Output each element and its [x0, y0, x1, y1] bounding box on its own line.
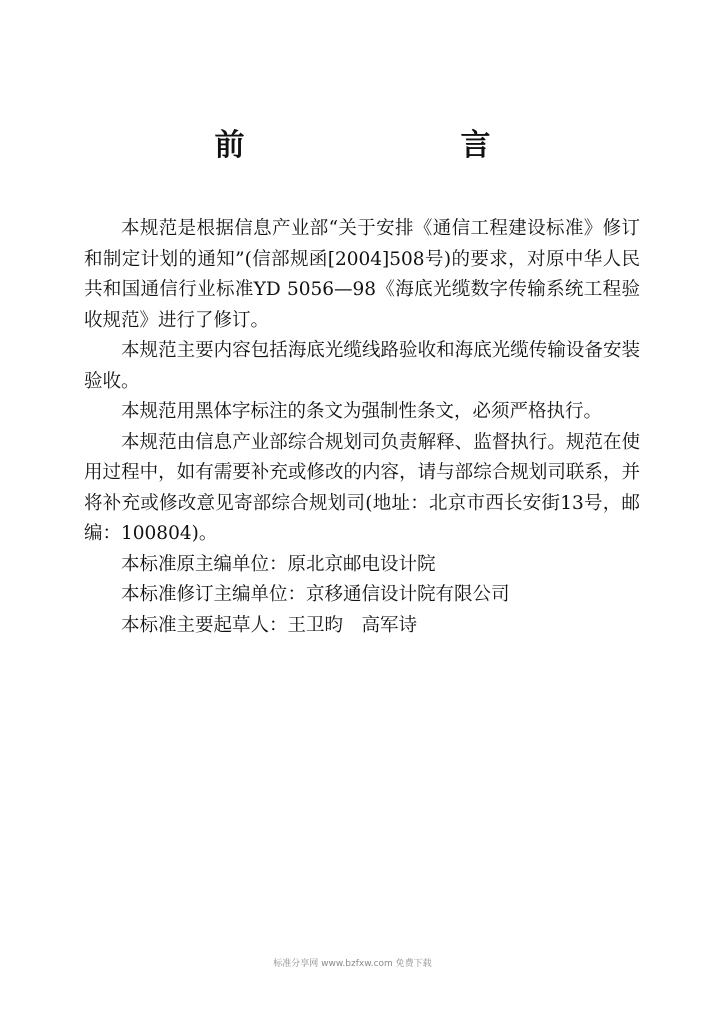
- paragraph-revision-basis: 本规范是根据信息产业部“关于安排《通信工程建设标准》修订和制定计划的通知”(信部规函[2004]508号)的要求，对原中华人民共和国通信行业标准YD 5056—98《海底光缆数字传输系统工程验收规范》进行了修订。: [84, 218, 640, 331]
- paragraph-interpretation: 本规范由信息产业部综合规划司负责解释、监督执行。规范在使用过程中，如有需要补充或修改的内容，请与部综合规划司联系，并将补充或修改意见寄部综合规划司(地址：北京市西长安街13号，邮编：100804)。: [84, 431, 640, 544]
- page-title: 前 言: [214, 128, 543, 163]
- watermark-footer: 标准分享网 www.bzfxw.com 免费下载: [273, 959, 432, 969]
- paragraph-mandatory-clauses: 本规范用黑体字标注的条文为强制性条文，必须严格执行。: [121, 401, 603, 422]
- original-editor-unit: 本标准原主编单位：原北京邮电设计院: [121, 553, 436, 575]
- revision-editor-unit: 本标准修订主编单位：京移通信设计院有限公司: [121, 584, 510, 605]
- paragraph-main-content: 本规范主要内容包括海底光缆线路验收和海底光缆传输设备安装验收。: [84, 340, 640, 392]
- main-drafters: 本标准主要起草人：王卫昀 高军诗: [121, 614, 418, 636]
- preface-body: [84, 214, 640, 641]
